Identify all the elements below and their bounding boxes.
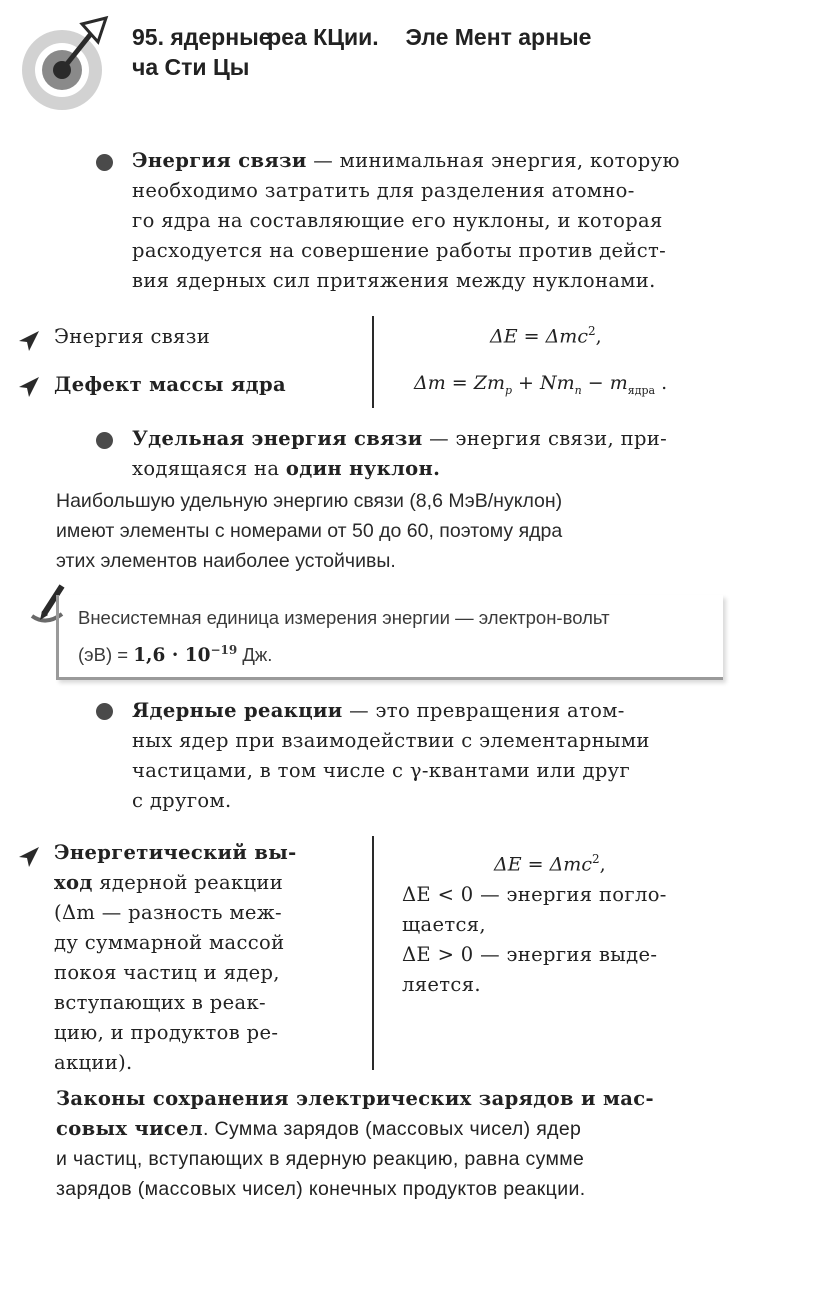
term: совых чисел (56, 1117, 204, 1140)
title-line-2: ча Сти Цы (132, 54, 250, 80)
title-word: реа КЦии. (267, 24, 379, 50)
text-line: (эВ) = (78, 644, 134, 666)
exponent: −19 (210, 643, 238, 657)
exponent: 2 (587, 324, 596, 338)
exponent: 2 (591, 852, 600, 866)
formula-text: , (599, 853, 606, 876)
bullet-icon (96, 154, 113, 171)
text-line: ΔE < 0 — энергия погло- (402, 883, 667, 906)
text-line: щается, (402, 913, 486, 936)
reaction-yield-formula (494, 852, 606, 875)
bullet-icon (96, 703, 113, 720)
reaction-yield-label (54, 838, 344, 1078)
text-line: ду суммарной массой (54, 931, 285, 954)
text-line: — минимальная энергия, которую (306, 149, 680, 172)
binding-energy-definition (132, 146, 732, 296)
title-word: Эле Мент арные (405, 24, 592, 50)
text-line: ляется. (402, 973, 481, 996)
specific-binding-energy-note (56, 486, 736, 576)
text-line: вступающих в реак- (54, 991, 266, 1014)
page-title (132, 22, 732, 82)
conservation-laws (56, 1084, 736, 1204)
text-line: акции). (54, 1051, 133, 1074)
text-line: ядерной реакции (92, 871, 284, 894)
mass-defect-formula (414, 372, 667, 397)
subscript: n (574, 383, 582, 397)
text-line: . Сумма зарядов (массовых чисел) ядер (203, 1118, 582, 1140)
text-line: — энергия связи, при- (422, 427, 668, 450)
text-line: го ядра на составляющие его нуклоны, и которая (132, 209, 663, 232)
text-line: с другом. (132, 789, 232, 812)
text-line: ходящаяся на (132, 457, 286, 480)
term: Законы сохранения электрических зарядов и мас- (56, 1087, 654, 1110)
text-line: цию, и продуктов ре- (54, 1021, 279, 1044)
term: ход (54, 871, 93, 894)
note-text (78, 602, 718, 672)
table-divider (372, 836, 374, 1070)
text-line: необходимо затратить для разделения атомно- (132, 179, 635, 202)
text-line: частицами, в том числе с γ-квантами или друг (132, 759, 631, 782)
text-line: ных ядер при взаимодействии с элементарными (132, 729, 650, 752)
table-divider (372, 316, 374, 408)
formula-text: Δm = Zm (414, 372, 505, 394)
formula-label: Дефект массы ядра (54, 373, 286, 396)
binding-energy-formula (490, 324, 602, 347)
text-line: ΔE > 0 — энергия выде- (402, 943, 658, 966)
text-line: Внесистемная единица измерения энергии — электрон-вольт (78, 607, 610, 628)
formula-text: , (595, 325, 602, 348)
text-line: Энергетический вы- (54, 841, 297, 864)
formula-text: − m (581, 372, 628, 394)
pointer-arrow-icon (18, 330, 40, 352)
text-line: (Δm — разность меж- (54, 901, 282, 924)
section-number: 95. (132, 24, 164, 50)
electron-volt-value: 1,6 · 10 (133, 645, 211, 667)
text-line: расходуется на совершение работы против дейст- (132, 239, 667, 262)
text-line: и частиц, вступающих в ядерную реакцию, равна сумме (56, 1148, 585, 1170)
pointer-arrow-icon (18, 846, 40, 868)
text-line: Наибольшую удельную энергию связи (8,6 МэВ/нуклон) (56, 490, 563, 512)
text-line: вия ядерных сил притяжения между нуклонами. (132, 269, 656, 292)
title-line-1 (132, 22, 732, 52)
term: Энергия связи (132, 149, 307, 172)
term: один нуклон. (285, 457, 441, 480)
target-arrow-icon (14, 14, 114, 114)
subscript: p (504, 383, 513, 397)
term: Удельная энергия связи (132, 427, 423, 450)
text-line: этих элементов наиболее устойчивы. (56, 550, 396, 572)
bullet-icon (96, 432, 113, 449)
formula-text: ΔE = Δmc (490, 325, 588, 348)
text-line: зарядов (массовых чисел) конечных продуктов реакции. (56, 1178, 586, 1200)
pointer-arrow-icon (18, 376, 40, 398)
formula-text: + Nm (512, 372, 575, 394)
formula-text: . (655, 372, 668, 394)
unit: Дж. (237, 644, 273, 666)
text-line: — это превращения атом- (342, 699, 625, 722)
reaction-yield-cases (402, 880, 722, 1000)
nuclear-reactions-definition (132, 696, 732, 816)
text-line: имеют элементы с номерами от 50 до 60, поэтому ядра (56, 520, 563, 542)
formula-label: Энергия связи (54, 325, 211, 348)
title-word: ядерные (170, 24, 272, 50)
text-line: покоя частиц и ядер, (54, 961, 280, 984)
formula-text: ΔE = Δmc (494, 853, 592, 876)
subscript: ядра (627, 383, 656, 397)
term: Ядерные реакции (132, 699, 343, 722)
specific-binding-energy-definition (132, 424, 732, 484)
